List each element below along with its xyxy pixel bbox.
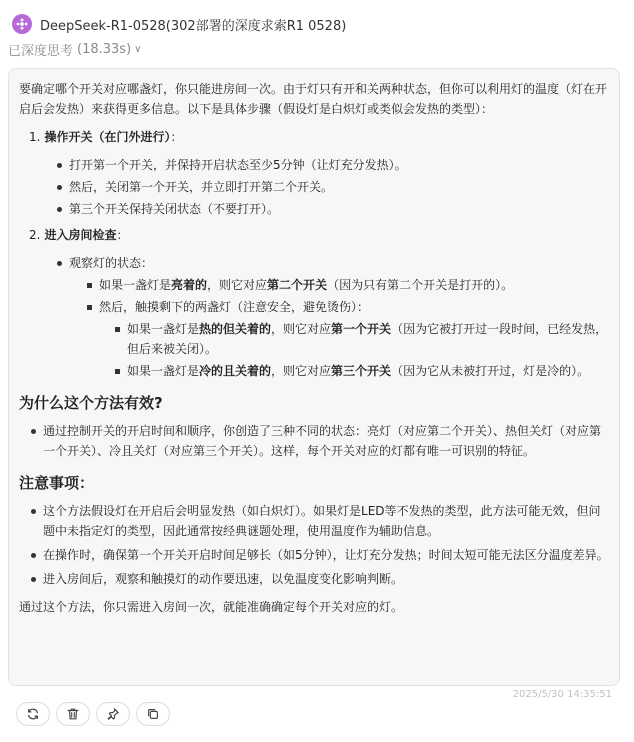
- list-item: 进入房间后，观察和触摸灯的动作要迅速，以免温度变化影响判断。: [31, 569, 609, 589]
- step-number: 2.: [29, 228, 41, 242]
- list-item: 然后，关闭第一个开关，并立即打开第二个开关。: [57, 177, 609, 197]
- thinking-toggle[interactable]: [8, 40, 141, 59]
- answer-card: [8, 68, 620, 686]
- step-title: 进入房间检查: [44, 228, 117, 242]
- list-item: 如果一盏灯是亮着的，则它对应第二个开关（因为只有第二个开关是打开的）。: [87, 275, 609, 295]
- list-item: 然后，触摸剩下的两盏灯（注意安全，避免烫伤）： 如果一盏灯是热的但关着的，则它对应第一个开关（因为它被打开过一段时间，已经发热，但后来被关闭）。 如果一盏灯是冷的且关着的，则它对应第三个开关（因为它从未被打开过，灯是冷的）。: [87, 297, 609, 381]
- section-heading-why: 为什么这个方法有效?: [19, 394, 163, 412]
- pin-button[interactable]: [96, 702, 130, 726]
- model-avatar-icon: [12, 14, 32, 34]
- list-item: 如果一盏灯是冷的且关着的，则它对应第三个开关（因为它从未被打开过，灯是冷的）。: [115, 361, 609, 381]
- step-title: 操作开关（在门外进行）: [44, 130, 171, 144]
- thinking-label: 已深度思考: [8, 44, 74, 59]
- model-name: DeepSeek-R1-0528(302部署的深度求索R1 0528): [40, 18, 347, 34]
- delete-button[interactable]: [56, 702, 90, 726]
- regenerate-button[interactable]: [16, 702, 50, 726]
- chevron-down-icon: ∨: [134, 44, 142, 55]
- list-item: 通过控制开关的开启时间和顺序，你创造了三种不同的状态：亮灯（对应第二个开关）、热但关灯（对应第一个开关）、冷且关灯（对应第三个开关）。这样，每个开关对应的灯都有唯一可识别的特征。: [31, 421, 609, 461]
- list-item: 第三个开关保持关闭状态（不要打开）。: [57, 199, 609, 219]
- step-2: 2. 进入房间检查： 观察灯的状态： 如果一盏灯是亮着的，则它对应第二个开关（因为只有第二个开关是打开的）。 然后，触摸剩下的两盏灯（注意安全，避免烫伤）： 如果一盏灯是热的但关着的，则它对应第一个开关（因为它被打开过一段时间，已经发热，但后来被关闭）。 如果一盏灯是冷的且关着的，则它对应第三个开关（因为它从未被打开过，灯是冷的）。: [29, 225, 609, 381]
- section-heading-notes: 注意事项：: [19, 474, 95, 492]
- message-actions: [16, 702, 170, 726]
- step-number: 1.: [29, 130, 41, 144]
- answer-intro: 要确定哪个开关对应哪盏灯，你只能进房间一次。由于灯只有开和关两种状态，但你可以利用灯的温度（灯在开启后会发热）来获得更多信息。以下是具体步骤（假设灯是白炽灯或类似会发热的类型）：: [19, 82, 608, 116]
- message-timestamp: 2025/5/30 14:35:51: [512, 689, 612, 700]
- list-item: 观察灯的状态： 如果一盏灯是亮着的，则它对应第二个开关（因为只有第二个开关是打开的）。 然后，触摸剩下的两盏灯（注意安全，避免烫伤）： 如果一盏灯是热的但关着的，则它对应第一个开关（因为它被打开过一段时间，已经发热，但后来被关闭）。 如果一盏灯是冷的且关着的，则它对应第三个开关（因为它从未被打开过，灯是冷的）。: [57, 253, 609, 381]
- copy-icon: [146, 707, 160, 721]
- list-item: 打开第一个开关，并保持开启状态至少5分钟（让灯充分发热）。: [57, 155, 609, 175]
- step-1-list: [57, 155, 609, 219]
- answer-conclusion: 通过这个方法，你只需进入房间一次，就能准确确定每个开关对应的灯。: [19, 600, 404, 614]
- pin-icon: [106, 707, 120, 721]
- step-2-list: [57, 253, 609, 381]
- list-item: 在操作时，确保第一个开关开启时间足够长（如5分钟），让灯充分发热；时间太短可能无法区分温度差异。: [31, 545, 609, 565]
- step-1: 1. 操作开关（在门外进行）： 打开第一个开关，并保持开启状态至少5分钟（让灯充分发热）。 然后，关闭第一个开关，并立即打开第二个开关。 第三个开关保持关闭状态（不要打开）。: [29, 127, 609, 219]
- notes-list: [31, 501, 609, 589]
- copy-button[interactable]: [136, 702, 170, 726]
- message-header: [12, 14, 346, 34]
- trash-icon: [66, 707, 80, 721]
- list-item: 这个方法假设灯在开启后会明显发热（如白炽灯）。如果灯是LED等不发热的类型，此方法可能无效，但问题中未指定灯的类型，因此通常按经典谜题处理，使用温度作为辅助信息。: [31, 501, 609, 541]
- thinking-time: (18.33s): [77, 42, 132, 57]
- refresh-icon: [26, 707, 40, 721]
- list-item: 如果一盏灯是热的但关着的，则它对应第一个开关（因为它被打开过一段时间，已经发热，但后来被关闭）。: [115, 319, 609, 359]
- why-list: [31, 421, 609, 461]
